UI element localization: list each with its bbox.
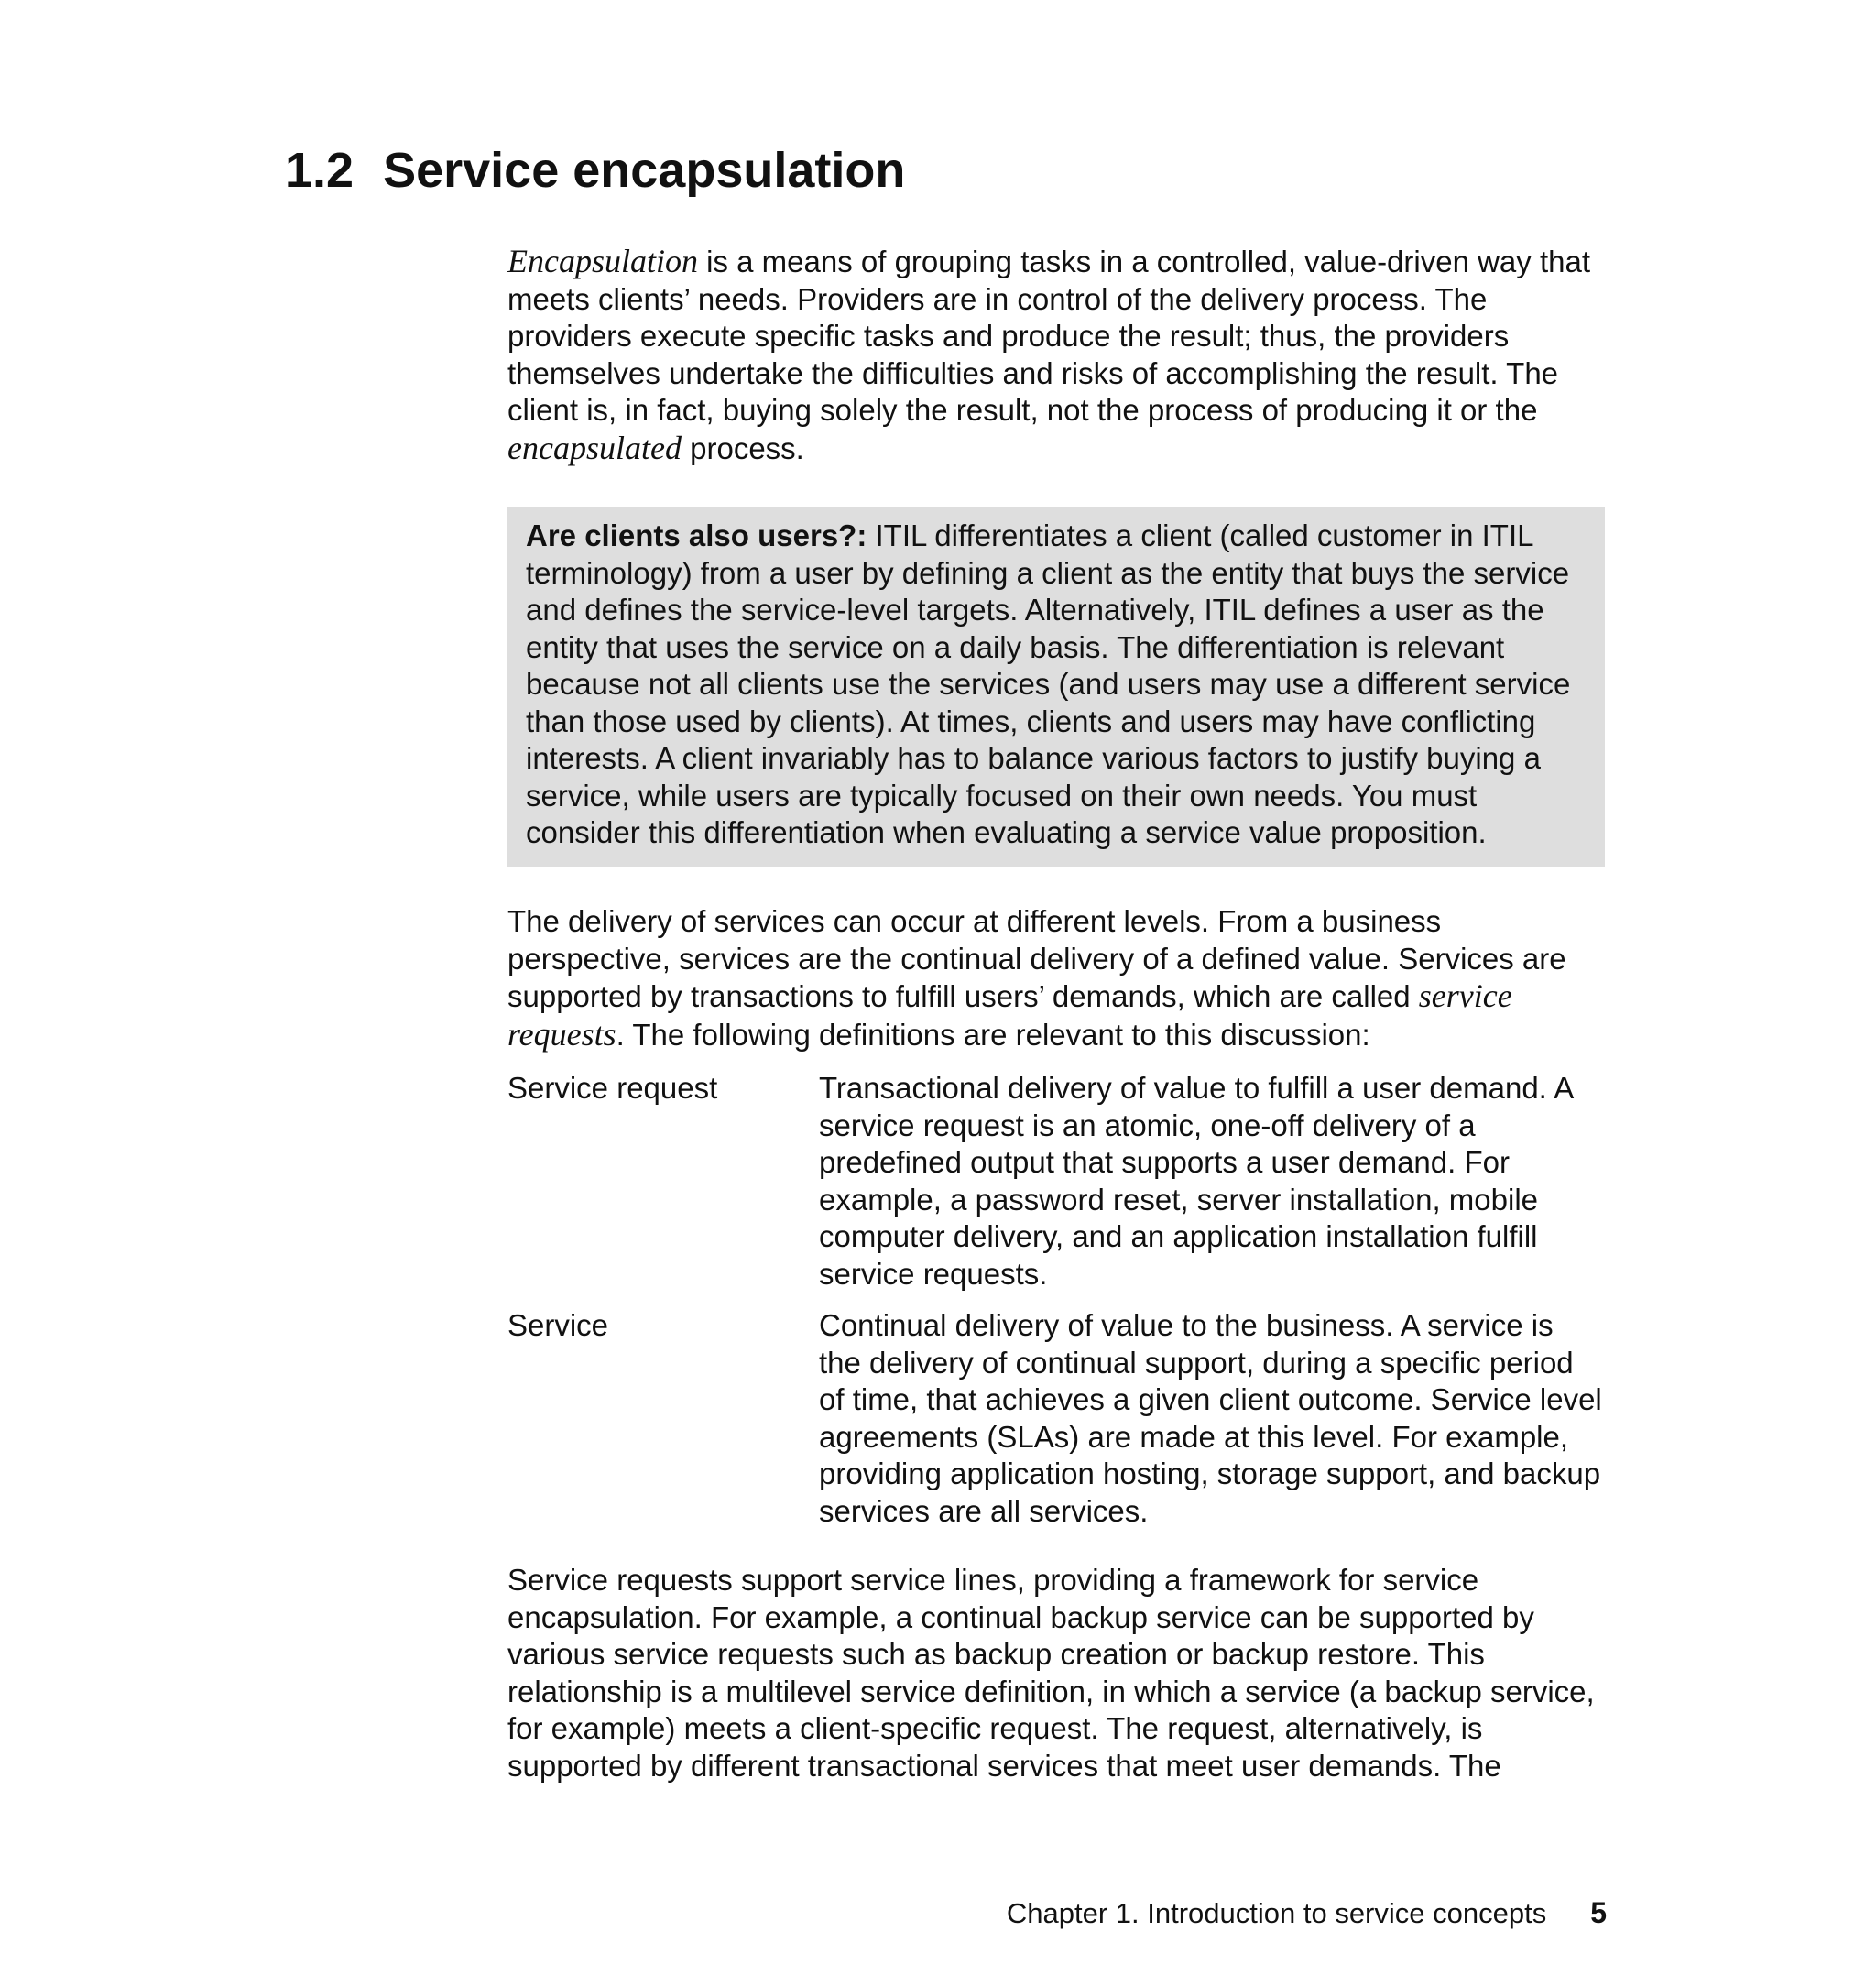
- delivery-text-b: . The following definitions are relevant to this discussion:: [616, 1017, 1370, 1052]
- intro-text-a: is a means of grouping tasks in a controlled, value-driven way that meets clients’ needs. Providers are in control of the delivery process. The providers execute specific tasks and produce the result; thus, the providers themselves undertake the difficulties and risks of accomplishing the result. The client is, in fact, buying solely the result, not the process of producing it or the: [507, 245, 1590, 427]
- note-text: ITIL differentiates a client (called customer in ITIL terminology) from a user by defining a client as the entity that buys the service and defines the service-level targets. Alternatively, ITIL defines a user as the entity that uses the service on a daily basis. The differentiation is relevant because not all clients use the services (and users may use a different service than those used by clients). At times, clients and users may have conflicting interests. A client invariably has to balance various factors to justify buying a service, while users are typically focused on their own needs. You must consider this differentiation when evaluating a service value proposition.: [526, 518, 1571, 849]
- intro-text-b: process.: [681, 431, 804, 465]
- definition-description: Transactional delivery of value to fulfill a user demand. A service request is an atomic, one-off delivery of a predefined output that supports a user demand. For example, a password reset, server installation, mobile computer delivery, and an application installation fulfill service requests.: [819, 1071, 1573, 1291]
- delivery-paragraph: [507, 903, 1603, 1053]
- definition-description: Continual delivery of value to the business. A service is the delivery of continual support, during a specific period of time, that achieves a given client outcome. Service level agreements (SLAs) are made at this level. For example, providing application hosting, storage support, and backup services are all services.: [819, 1308, 1602, 1528]
- intro-term-2: encapsulated: [507, 429, 682, 466]
- closing-paragraph: [507, 1562, 1603, 1784]
- delivery-term: service requests: [507, 977, 1512, 1053]
- definition-term: Service request: [507, 1071, 718, 1105]
- intro-paragraph: [507, 243, 1603, 467]
- page-number: 5: [1590, 1896, 1607, 1929]
- section-number: 1.2: [285, 143, 354, 198]
- note-box: [507, 507, 1605, 867]
- definition-row: [507, 1070, 1603, 1293]
- intro-term: Encapsulation: [507, 243, 698, 279]
- footer-chapter: Chapter 1. Introduction to service concepts: [1006, 1897, 1547, 1929]
- section-heading: [285, 137, 905, 203]
- page-footer: [1007, 1894, 1607, 1932]
- section-title: Service encapsulation: [383, 143, 906, 198]
- definition-term: Service: [507, 1308, 609, 1342]
- definition-row: [507, 1307, 1603, 1530]
- note-title: Are clients also users?:: [526, 518, 867, 552]
- closing-text: Service requests support service lines, providing a framework for service encapsulation. For example, a continual backup service can be supported by various service requests such as backup creation or backup restore. This relationship is a multilevel service definition, in which a service (a backup service, for example) meets a client-specific request. The request, alternatively, is supported by different transactional services that meet user demands. The: [507, 1563, 1595, 1783]
- definition-list: [507, 1070, 1603, 1544]
- delivery-text-a: The delivery of services can occur at different levels. From a business perspective, services are the continual delivery of a defined value. Services are supported by transactions to fulfill users’ demands, which are called: [507, 904, 1566, 1013]
